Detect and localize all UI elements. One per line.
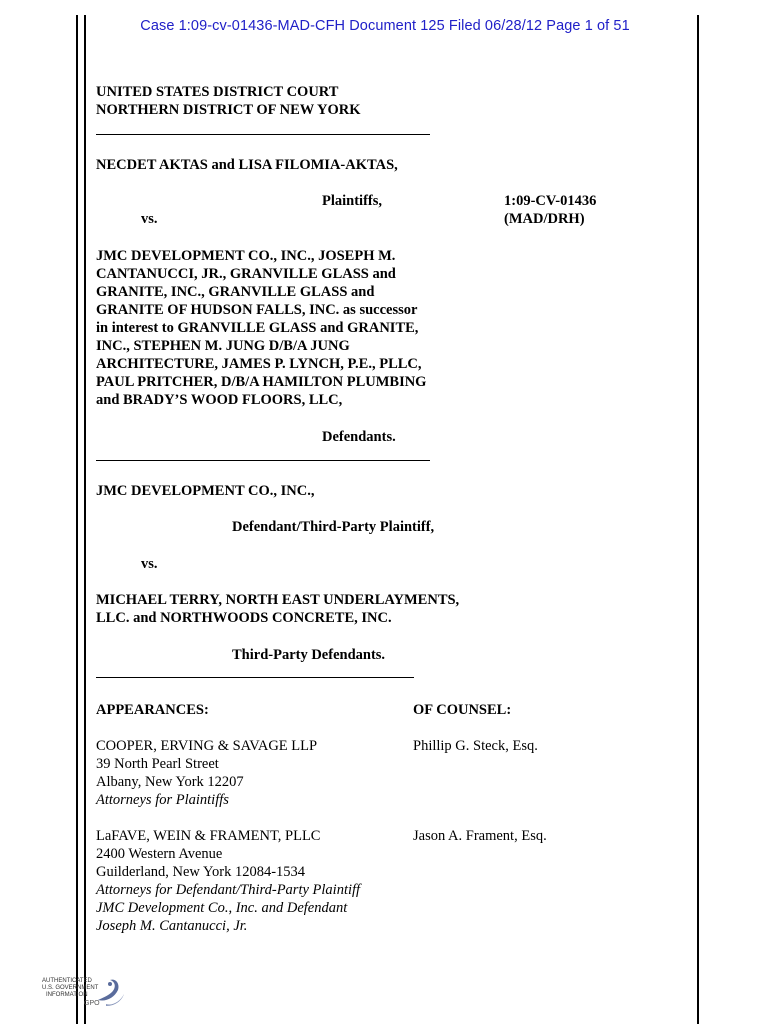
third-party-defendants-line: MICHAEL TERRY, NORTH EAST UNDERLAYMENTS, <box>96 592 460 608</box>
defendants-line: in interest to GRANVILLE GLASS and GRANITE, <box>96 320 419 336</box>
left-margin-line-outer <box>76 15 78 1024</box>
defendants-line: ARCHITECTURE, JAMES P. LYNCH, P.E., PLLC, <box>96 356 422 372</box>
firm2-role-line: JMC Development Co., Inc. and Defendant <box>96 900 348 916</box>
court-name: UNITED STATES DISTRICT COURT <box>96 84 339 100</box>
seal-agency: GPO <box>84 1000 100 1007</box>
versus-2: vs. <box>141 556 158 572</box>
firm1-address: 39 North Pearl Street <box>96 756 219 772</box>
gpo-authentication-seal <box>40 972 130 1012</box>
caption-divider-3 <box>96 677 414 678</box>
ecf-header-stamp: Case 1:09-cv-01436-MAD-CFH Document 125 Filed 06/28/12 Page 1 of 51 <box>140 18 630 34</box>
third-party-plaintiff-role: Defendant/Third-Party Plaintiff, <box>232 519 435 535</box>
firm1-name: COOPER, ERVING & SAVAGE LLP <box>96 738 318 754</box>
defendants-line: CANTANUCCI, JR., GRANVILLE GLASS and <box>96 266 396 282</box>
defendants-line: JMC DEVELOPMENT CO., INC., JOSEPH M. <box>96 248 396 264</box>
gpo-seal-icon <box>40 972 130 1012</box>
firm2-city: Guilderland, New York 12084-1534 <box>96 864 306 880</box>
defendants-line: PAUL PRITCHER, D/B/A HAMILTON PLUMBING <box>96 374 427 390</box>
court-district: NORTHERN DISTRICT OF NEW YORK <box>96 102 361 118</box>
firm2-address: 2400 Western Avenue <box>96 846 223 862</box>
caption-divider-1 <box>96 134 430 135</box>
appearances-heading: APPEARANCES: <box>96 702 209 718</box>
case-judges: (MAD/DRH) <box>504 211 585 227</box>
firm2-name: LaFAVE, WEIN & FRAMENT, PLLC <box>96 828 321 844</box>
seal-text-2: U.S. GOVERNMENT <box>42 985 99 991</box>
plaintiffs-role: Plaintiffs, <box>322 193 383 209</box>
seal-text-1: AUTHENTICATED <box>42 978 92 984</box>
case-number: 1:09-CV-01436 <box>504 193 597 209</box>
firm1-city: Albany, New York 12207 <box>96 774 244 790</box>
defendants-line: GRANITE OF HUDSON FALLS, INC. as successor <box>96 302 418 318</box>
firm2-role-line: Attorneys for Defendant/Third-Party Plaintiff <box>96 882 361 898</box>
left-margin-line-inner <box>84 15 86 1024</box>
firm2-counsel: Jason A. Frament, Esq. <box>413 828 547 844</box>
third-party-plaintiff-name: JMC DEVELOPMENT CO., INC., <box>96 483 315 499</box>
versus-1: vs. <box>141 211 158 227</box>
defendants-role: Defendants. <box>322 429 396 445</box>
firm2-role-line: Joseph M. Cantanucci, Jr. <box>96 918 248 934</box>
of-counsel-heading: OF COUNSEL: <box>413 702 512 718</box>
right-margin-line <box>697 15 699 1024</box>
seal-text-3: INFORMATION <box>46 992 88 998</box>
third-party-defendants-line: LLC. and NORTHWOODS CONCRETE, INC. <box>96 610 392 626</box>
firm1-counsel: Phillip G. Steck, Esq. <box>413 738 538 754</box>
defendants-line: INC., STEPHEN M. JUNG D/B/A JUNG <box>96 338 350 354</box>
third-party-defendants-role: Third-Party Defendants. <box>232 647 386 663</box>
defendants-line: GRANITE, INC., GRANVILLE GLASS and <box>96 284 375 300</box>
defendants-line: and BRADY’S WOOD FLOORS, LLC, <box>96 392 343 408</box>
caption-divider-2 <box>96 460 430 461</box>
plaintiffs-names: NECDET AKTAS and LISA FILOMIA-AKTAS, <box>96 157 398 173</box>
firm1-role: Attorneys for Plaintiffs <box>96 792 229 808</box>
